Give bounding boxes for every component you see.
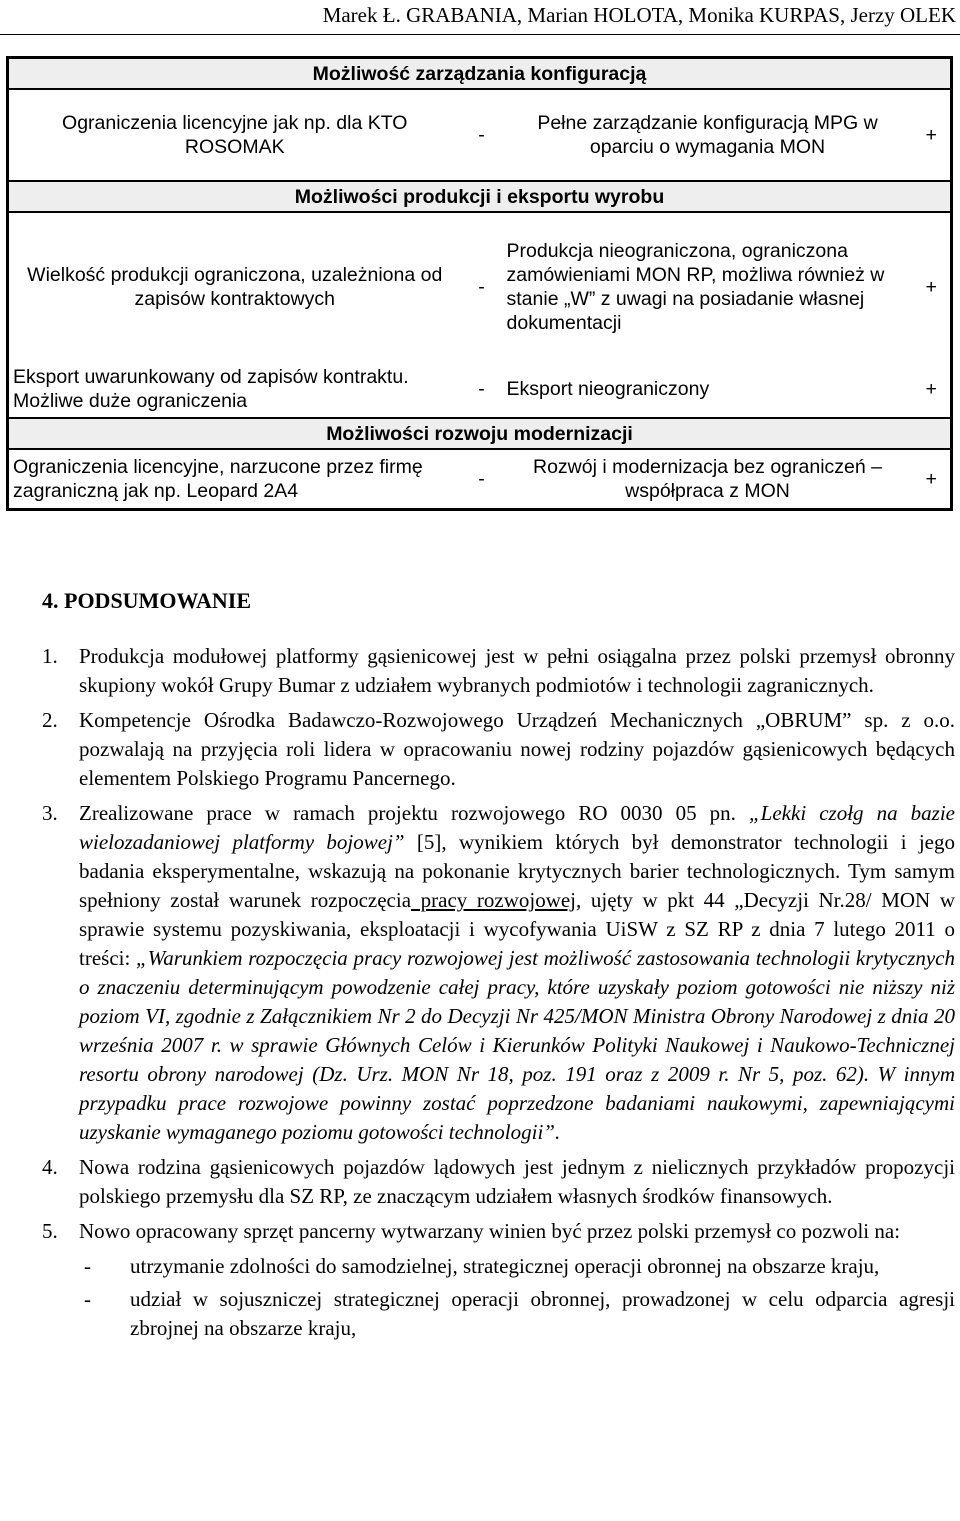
- row-left-cell: Ograniczenia licencyjne, narzucone przez firmę zagraniczną jak np. Leopard 2A4: [13, 455, 423, 502]
- minus-sign: -: [478, 275, 485, 298]
- sub-item-text: udział w sojuszniczej strategicznej operacji obronnej, prowadzonej w celu odparcia agresji zbrojnej na obszarze kraju,: [130, 1287, 955, 1340]
- item-text: Nowo opracowany sprzęt pancerny wytwarzany winien być przez polski przemysł co pozwoli na:: [79, 1219, 901, 1243]
- section-heading: 4. PODSUMOWANIE: [42, 588, 252, 613]
- underlined-text: pracy rozwojowej: [411, 888, 577, 912]
- row-right-cell: Rozwój i modernizacja bez ograniczeń – współpraca z MON: [532, 455, 882, 502]
- section-header: [8, 181, 952, 212]
- running-header: [0, 0, 960, 35]
- text-span: Zrealizowane prace w ramach projektu rozwojowego RO 0030 05 pn.: [79, 801, 749, 825]
- row-right-cell: Eksport nieograniczony: [506, 377, 710, 400]
- table-row: [8, 89, 952, 181]
- item-number: 5.: [42, 1219, 58, 1243]
- dash-bullet: -: [84, 1254, 91, 1278]
- item-number: 1.: [42, 644, 58, 668]
- row-left-cell: Eksport uwarunkowany od zapisów kontraktu. Możliwe duże ograniczenia: [13, 365, 409, 412]
- table-row: [8, 449, 952, 509]
- row-left-cell: Wielkość produkcji ograniczona, uzależniona od zapisów kontraktowych: [27, 263, 443, 310]
- minus-sign: -: [478, 124, 485, 146]
- minus-sign: -: [478, 377, 485, 400]
- item-number: 2.: [42, 708, 58, 732]
- plus-sign: +: [925, 377, 937, 400]
- sub-list-item: [42, 1285, 955, 1343]
- table-row: [8, 360, 952, 418]
- row-left-cell: Ograniczenia licencyjne jak np. dla KTO ROSOMAK: [62, 112, 408, 158]
- list-item: [42, 706, 955, 793]
- item-text: Nowa rodzina gąsienicowych pojazdów lądowych jest jednym z nielicznych przykładów propozycji polskiego przemysłu dla SZ RP, ze znaczącym udziałem własnych środków finansowych.: [79, 1155, 955, 1208]
- comparison-table: [6, 56, 953, 511]
- item-text: Kompetencje Ośrodka Badawczo-Rozwojowego Urządzeń Mechanicznych „OBRUM” sp. z o.o. pozwalają na przyjęcia roli lidera w opracowaniu nowej rodziny pojazdów gąsienicowych będących elementem Polskiego Programu Pancernego.: [79, 708, 955, 790]
- minus-sign: -: [478, 467, 485, 490]
- text-span: [5], wynikiem których był demonstrator technologii i jego badania eksperymentalne, wskazują na pokonanie krytycznych barier technologicznych. Tym samym spełniony został warunek rozpoczęcia: [79, 830, 955, 912]
- header-authors: Marek Ł. GRABANIA, Marian HOLOTA, Monika KURPAS, Jerzy OLEK: [322, 3, 956, 27]
- plus-sign: +: [925, 275, 937, 298]
- section-header: [8, 418, 952, 449]
- list-item: [42, 1153, 955, 1211]
- table-row: [8, 212, 952, 360]
- section-title: Możliwości rozwoju modernizacji: [8, 418, 952, 449]
- plus-sign: +: [925, 467, 937, 490]
- item-number: 4.: [42, 1155, 58, 1179]
- italic-quote: „Warunkiem rozpoczęcia pracy rozwojowej jest możliwość zastosowania technologii krytycznych o znaczeniu determinującym powodzenie całej pracy, które uzyskały poziom gotowości nie niższy niż poziom VI, zgodnie z Załącznikiem Nr 2 do Decyzji Nr 425/MON Ministra Obrony Narodowej z dnia 20 września 2007 r. w sprawie Głównych Celów i Kierunków Polityki Naukowej i Naukowo-Technicznej resortu obrony narodowej (Dz. Urz. MON Nr 18, poz. 191 oraz z 2009 r. Nr 5, poz. 62). W innym przypadku prace rozwojowe powinny zostać poprzedzone badaniami naukowymi, zapewniającymi uzyskanie wymaganego poziomu gotowości technologii”.: [79, 946, 956, 1144]
- section-title: Możliwości produkcji i eksportu wyrobu: [8, 181, 952, 212]
- section-header: [8, 58, 952, 90]
- item-body: [79, 1217, 955, 1246]
- sub-list-item: [42, 1252, 955, 1281]
- italic-title: „Lekki czołg na bazie wielozadaniowej platformy bojowej”: [79, 801, 955, 854]
- list-item: [42, 1217, 955, 1246]
- section-title: Możliwość zarządzania konfiguracją: [8, 58, 952, 90]
- sub-item-text: utrzymanie zdolności do samodzielnej, strategicznej operacji obronnej na obszarze kraju,: [130, 1254, 880, 1278]
- item-text: Produkcja modułowej platformy gąsienicowej jest w pełni osiągalna przez polski przemysł obronny skupiony wokół Grupy Bumar z udziałem wybranych podmiotów i technologii zagranicznych.: [79, 644, 955, 697]
- plus-sign: +: [925, 124, 937, 146]
- dash-bullet: -: [84, 1287, 91, 1311]
- list-item: [42, 642, 955, 700]
- summary-list: [42, 642, 955, 1343]
- item-text: [79, 799, 955, 1147]
- row-right-cell: Produkcja nieograniczona, ograniczona zamówieniami MON RP, możliwa również w stanie „W” z uwagi na posiadanie własnej dokumentacji: [506, 239, 885, 334]
- item-number: 3.: [42, 801, 58, 825]
- text-span: , ujęty w pkt 44 „Decyzji Nr.28/ MON w sprawie systemu pozyskiwania, eksploatacji i wycofywania UiSW z SZ RP z dnia 7 lutego 2011 o treści:: [79, 888, 955, 970]
- list-item: [42, 799, 955, 1147]
- row-right-cell: Pełne zarządzanie konfiguracją MPG w oparciu o wymagania MON: [537, 112, 878, 158]
